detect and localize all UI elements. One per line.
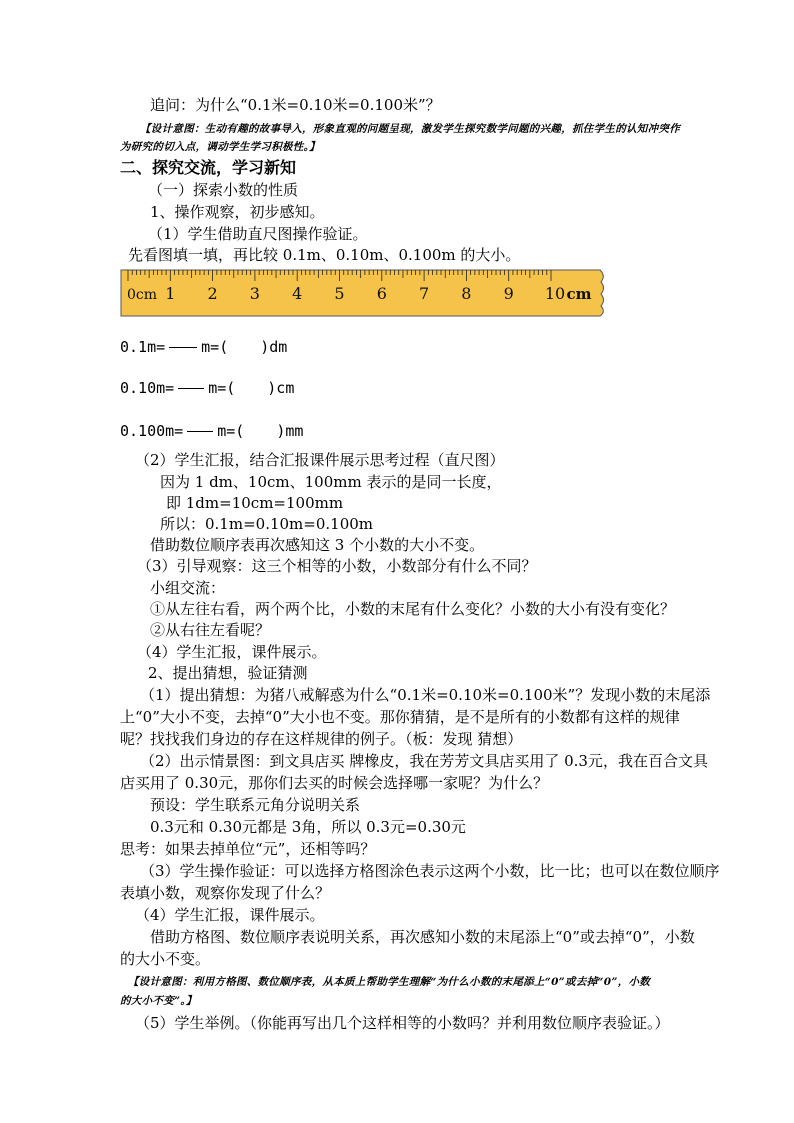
blank-1-mid: m=( [201, 338, 229, 356]
thinking-question: 思考：如果去掉单位“元”，还相等吗？ [120, 840, 376, 858]
blank-2-mid: m=( [208, 379, 236, 397]
ruler-label: 9 [503, 284, 514, 303]
blank-3-right: )mm [276, 422, 304, 440]
explanation-line: 借助数位顺序表再次感知这 3 个小数的大小不变。 [150, 536, 485, 554]
ruler-label: 0cm [126, 287, 158, 303]
discussion-item: ②从右往左看呢？ [150, 621, 271, 639]
step-item: （1）学生借助直尺图操作验证。 [148, 225, 368, 243]
paragraph-line: 上“0”大小不变，去掉“0”大小也不变。那你猜猜，是不是所有的小数都有这样的规律 [120, 708, 680, 726]
section-heading: 二、探究交流，学习新知 [120, 158, 297, 177]
ruler-label: 1 [165, 284, 176, 303]
fill-instruction: 先看图填一填，再比较 0.1m、0.10m、0.100m 的大小。 [128, 246, 521, 264]
fraction-line [187, 431, 213, 432]
step-item: （2）学生汇报，结合汇报课件展示思考过程（直尺图） [135, 451, 505, 469]
ruler-label: 10 [544, 284, 566, 303]
subsection-heading: （一）探索小数的性质 [148, 181, 299, 199]
fill-blank-row-3 [120, 421, 303, 441]
paragraph-line: （1）提出猜想：为猪八戒解惑为什么“0.1米=0.10米=0.100米”？发现小数的末尾添 [140, 686, 711, 704]
ruler-label: 8 [461, 284, 472, 303]
paragraph-line: 店买用了 0.30元，那你们去买的时候会选择哪一家呢？为什么？ [120, 774, 549, 792]
fill-blank-row-1 [120, 337, 287, 357]
paragraph-line: 呢？找找我们身边的存在这样规律的例子。（板：发现 猜想） [120, 730, 523, 748]
blank-1-left: 0.1m= [120, 338, 166, 356]
group-discussion-label: 小组交流： [150, 579, 226, 597]
paragraph-line: 借助方格图、数位顺序表说明关系，再次感知小数的末尾添上“0”或去掉“0”，小数 [150, 928, 695, 946]
step-item: （5）学生举例。（你能再写出几个这样相等的小数吗？并利用数位顺序表验证。） [135, 1014, 670, 1032]
preset-line: 预设：学生联系元角分说明关系 [150, 796, 361, 814]
blank-1-right: )dm [260, 338, 288, 356]
explanation-line: 因为 1 dm、10cm、100mm 表示的是同一长度， [160, 473, 502, 491]
explanation-line: 所以：0.1m=0.10m=0.100m [160, 515, 374, 533]
paragraph-line: （3）学生操作验证：可以选择方格图涂色表示这两个小数，比一比；也可以在数位顺序 [140, 862, 720, 880]
ruler-label: 5 [334, 284, 345, 303]
ruler-label: 7 [419, 284, 430, 303]
follow-up-question: 追问：为什么“0.1米=0.10米=0.100米”？ [150, 96, 441, 114]
step-heading: 2、提出猜想，验证猜测 [148, 664, 308, 682]
ruler-label: 3 [249, 284, 260, 303]
paragraph-line: 的大小不变。 [120, 950, 211, 968]
design-intent-note: 【设计意图：利用方格图、数位顺序表，从本质上帮助学生理解“为什么小数的末尾添上“0”或去掉“0”，小数 [128, 976, 651, 988]
fraction-line [169, 347, 197, 348]
step-item: （3）引导观察：这三个相等的小数，小数部分有什么不同？ [137, 557, 537, 575]
ruler-body [121, 270, 604, 316]
step-heading: 1、操作观察，初步感知。 [150, 203, 325, 221]
step-item: （4）学生汇报，课件展示。 [137, 643, 327, 661]
design-intent-note: 【设计意图：生动有趣的故事导入，形象直观的问题呈现，激发学生探究数学问题的兴趣，抓住学生的认知冲突作 [140, 123, 680, 135]
ruler-label: 6 [376, 284, 387, 303]
step-item: （4）学生汇报，课件展示。 [135, 906, 325, 924]
fraction-line [178, 388, 204, 389]
design-intent-note-cont: 的大小不变”。】 [120, 995, 197, 1007]
blank-3-left: 0.100m= [120, 422, 184, 440]
ruler-label: 2 [207, 284, 218, 303]
ruler-label: 4 [292, 284, 303, 303]
blank-3-mid: m=( [217, 422, 245, 440]
preset-line: 0.3元和 0.30元都是 3角，所以 0.3元=0.30元 [150, 818, 466, 836]
paragraph-line: 表填小数，观察你发现了什么？ [120, 884, 331, 902]
design-intent-note-cont: 为研究的切入点，调动学生学习积极性。】 [120, 141, 320, 153]
discussion-item: ①从左往右看，两个两个比，小数的末尾有什么变化？小数的大小有没有变化？ [150, 600, 676, 618]
blank-2-left: 0.10m= [120, 379, 175, 397]
paragraph-line: （2）出示情景图：到文具店买 牌橡皮，我在芳芳文具店买用了 0.3元，我在百合文具 [140, 752, 708, 770]
ruler-label: cm [566, 285, 592, 303]
ruler-image [120, 268, 606, 318]
fill-blank-row-2 [120, 378, 294, 398]
blank-2-right: )cm [267, 379, 295, 397]
explanation-line: 即 1dm=10cm=100mm [166, 494, 344, 512]
